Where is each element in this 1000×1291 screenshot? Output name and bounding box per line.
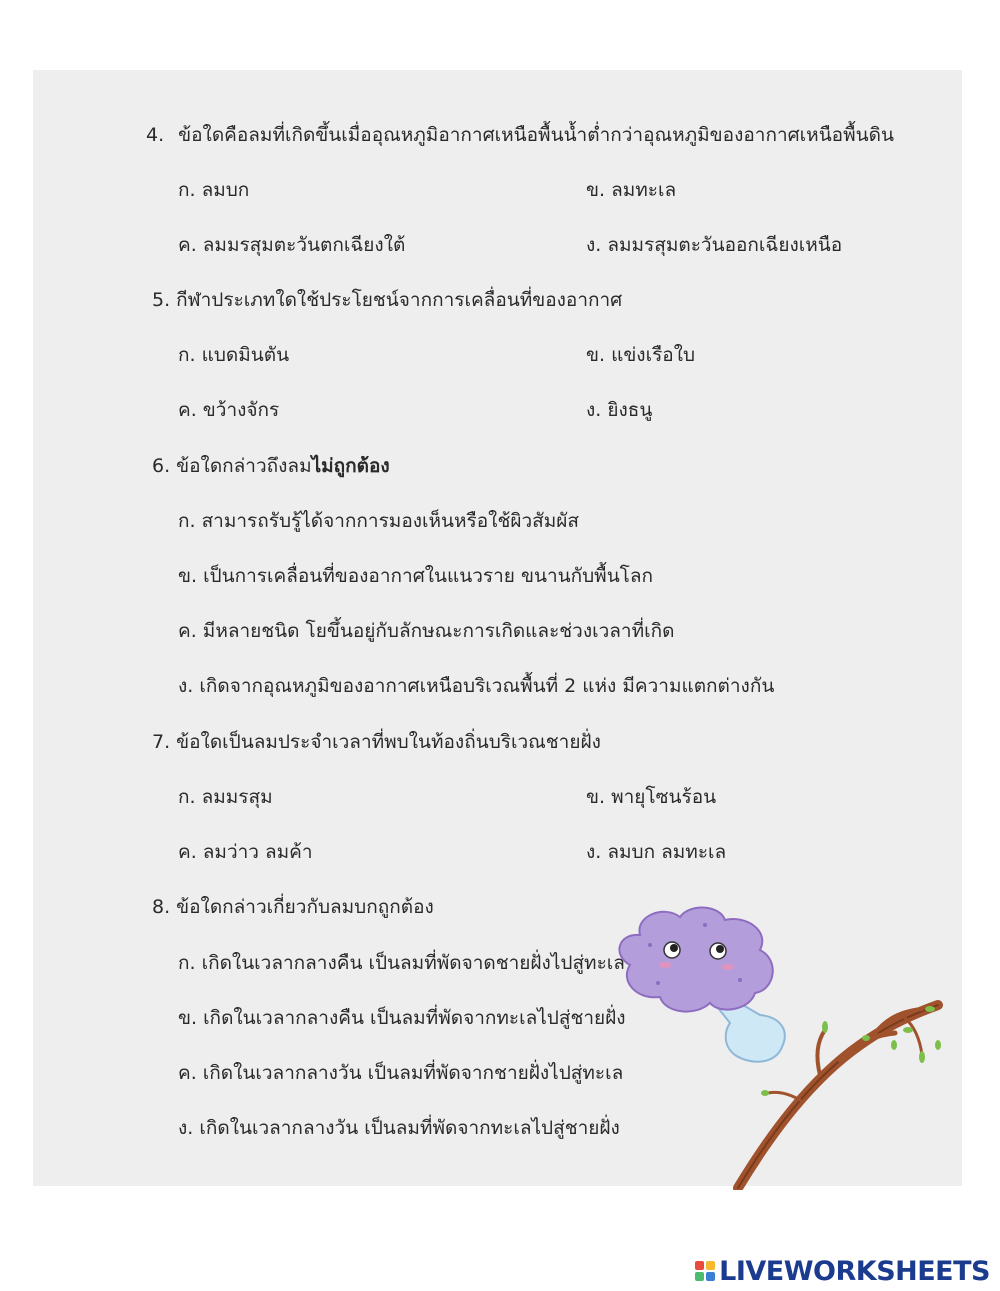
option-7b[interactable]: ข. พายุโซนร้อน	[586, 786, 717, 808]
option-6c[interactable]: ค. มีหลายชนิด โยขึ้นอยู่กับลักษณะการเกิดและช่วงเวลาที่เกิด	[178, 620, 675, 642]
question-text: ข้อใดคือลมที่เกิดขึ้นเมื่ออุณหภูมิอากาศเหนือพื้นน้ำต่ำกว่าอุณหภูมิของอากาศเหนือพื้นดิน	[178, 124, 894, 146]
option-4b[interactable]: ข. ลมทะเล	[586, 179, 677, 201]
question-number: 4.	[146, 124, 165, 146]
option-5d[interactable]: ง. ยิงธนู	[586, 399, 653, 421]
option-7c[interactable]: ค. ลมว่าว ลมค้า	[178, 841, 313, 863]
option-8c[interactable]: ค. เกิดในเวลากลางวัน เป็นลมที่พัดจากชายฝั่งไปสู่ทะเล	[178, 1062, 624, 1084]
question-4	[146, 122, 894, 148]
option-5b[interactable]: ข. แข่งเรือใบ	[586, 344, 696, 366]
logo-mark-icon	[695, 1261, 715, 1281]
question-text: ข้อใดกล่าวเกี่ยวกับลมบกถูกต้อง	[176, 896, 434, 918]
logo-text: LIVEWORKSHEETS	[719, 1255, 990, 1287]
option-6d[interactable]: ง. เกิดจากอุณหภูมิของอากาศเหนือบริเวณพื้นที่ 2 แห่ง มีความแตกต่างกัน	[178, 675, 775, 697]
question-text: กีฬาประเภทใดใช้ประโยชน์จากการเคลื่อนที่ของอากาศ	[176, 289, 623, 311]
option-6b[interactable]: ข. เป็นการเคลื่อนที่ของอากาศในแนวราย ขนานกับพื้นโลก	[178, 565, 654, 587]
question-7	[152, 729, 601, 755]
option-5a[interactable]: ก. แบดมินตัน	[178, 344, 290, 366]
question-number: 5.	[152, 289, 171, 311]
question-number: 8.	[152, 896, 171, 918]
option-8b[interactable]: ข. เกิดในเวลากลางคืน เป็นลมที่พัดจากทะเลไปสู่ชายฝั่ง	[178, 1007, 626, 1029]
question-8	[152, 894, 434, 920]
question-text: ข้อใดเป็นลมประจำเวลาที่พบในท้องถิ่นบริเวณชายฝั่ง	[176, 731, 601, 753]
question-text: ข้อใดกล่าวถึงลม	[176, 455, 312, 477]
option-7d[interactable]: ง. ลมบก ลมทะเล	[586, 841, 727, 863]
option-4d[interactable]: ง. ลมมรสุมตะวันออกเฉียงเหนือ	[586, 234, 843, 256]
option-4a[interactable]: ก. ลมบก	[178, 179, 250, 201]
option-4c[interactable]: ค. ลมมรสุมตะวันตกเฉียงใต้	[178, 234, 406, 256]
question-emphasis: ไม่ถูกต้อง	[311, 455, 390, 477]
option-8d[interactable]: ง. เกิดในเวลากลางวัน เป็นลมที่พัดจากทะเลไปสู่ชายฝั่ง	[178, 1117, 620, 1139]
option-6a[interactable]: ก. สามารถรับรู้ได้จากการมองเห็นหรือใช้ผิวสัมผัส	[178, 510, 579, 532]
question-number: 6.	[152, 455, 171, 477]
cloud-character	[619, 908, 772, 1012]
question-6	[152, 453, 390, 479]
question-number: 7.	[152, 731, 171, 753]
liveworksheets-logo[interactable]	[695, 1254, 990, 1288]
option-7a[interactable]: ก. ลมมรสุม	[178, 786, 273, 808]
wind-cloud-illustration	[610, 905, 950, 1190]
option-5c[interactable]: ค. ขว้างจักร	[178, 399, 280, 421]
option-8a[interactable]: ก. เกิดในเวลากลางคืน เป็นลมที่พัดจาดชายฝั่งไปสู่ทะเล	[178, 952, 625, 974]
question-5	[152, 287, 622, 313]
